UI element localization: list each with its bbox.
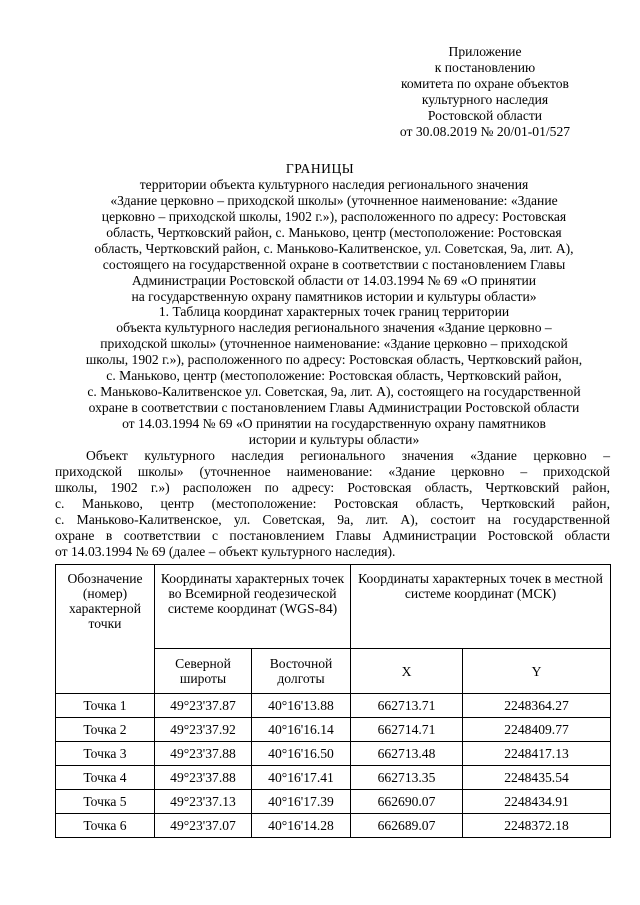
- table-row: [56, 742, 611, 766]
- table-title-line: охране в соответствии с постановлением Главы Администрации Ростовской области: [88, 400, 580, 415]
- appendix-line: культурного наследия: [421, 92, 549, 107]
- document-title: ГРАНИЦЫ: [285, 161, 355, 176]
- point-x: 662714.71: [351, 718, 463, 742]
- point-x: 662713.71: [351, 694, 463, 718]
- header-x: X: [351, 649, 463, 694]
- document-subtitle: [70, 177, 598, 305]
- subtitle-line: территории объекта культурного наследия регионального значения: [139, 177, 529, 192]
- table-title-line: приходской школы» (уточненное наименование: «Здание церковно – приходской: [100, 336, 568, 351]
- subtitle-line: область, Чертковский район, с. Маньково-Калитвенское, ул. Советская, 9а, лит. А),: [94, 241, 574, 256]
- point-name: Точка 5: [56, 790, 155, 814]
- point-y: 2248435.54: [463, 766, 611, 790]
- table-header-row: [56, 565, 611, 649]
- table-row: [56, 766, 611, 790]
- table-title-line: 1. Таблица координат характерных точек границ территории: [158, 304, 510, 319]
- subtitle-line: церковно – приходской школы, 1902 г.»), расположенного по адресу: Ростовская: [101, 209, 567, 224]
- point-name: Точка 6: [56, 814, 155, 838]
- paragraph-line: школы, 1902 г.») расположен по адресу: Ростовская область, Чертковский район,: [55, 480, 610, 495]
- point-name: Точка 4: [56, 766, 155, 790]
- subtitle-line: область, Чертковский район, с. Маньково, центр (местоположение: Ростовская: [106, 225, 562, 240]
- subtitle-line: Администрации Ростовской области от 14.03.1994 № 69 «О принятии: [131, 273, 537, 288]
- point-latitude: 49°23'37.88: [155, 742, 252, 766]
- table-title-line: с. Маньково-Калитвенское ул. Советская, 9а, лит. А), состоящего на государственной: [87, 384, 581, 399]
- appendix-line: от 30.08.2019 № 20/01-01/527: [399, 124, 571, 139]
- paragraph-line: Объект культурного наследия регионального значения «Здание церковно –: [86, 448, 610, 463]
- point-latitude: 49°23'37.07: [155, 814, 252, 838]
- subtitle-line: состоящего на государственной охране в соответствии с постановлением Главы: [102, 257, 566, 272]
- header-msk: Координаты характерных точек в местной системе координат (МСК): [351, 565, 611, 649]
- point-y: 2248434.91: [463, 790, 611, 814]
- paragraph-line: с. Маньково, центр (местоположение: Ростовская область, Чертковский район,: [55, 496, 610, 511]
- point-y: 2248409.77: [463, 718, 611, 742]
- table-row: [56, 790, 611, 814]
- point-x: 662689.07: [351, 814, 463, 838]
- table-title-line: с. Маньково, центр (местоположение: Ростовская область, Чертковский район,: [106, 368, 562, 383]
- point-longitude: 40°16'14.28: [252, 814, 351, 838]
- point-x: 662713.35: [351, 766, 463, 790]
- table-row: [56, 694, 611, 718]
- point-latitude: 49°23'37.87: [155, 694, 252, 718]
- point-y: 2248364.27: [463, 694, 611, 718]
- header-east-longitude: Восточной долготы: [252, 649, 351, 694]
- point-y: 2248372.18: [463, 814, 611, 838]
- table-title-line: от 14.03.1994 № 69 «О принятии на государственную охрану памятников: [122, 416, 546, 431]
- header-designation: Обозначение (номер) характерной точки: [56, 565, 155, 694]
- point-longitude: 40°16'16.50: [252, 742, 351, 766]
- point-longitude: 40°16'17.39: [252, 790, 351, 814]
- header-y: Y: [463, 649, 611, 694]
- table-row: [56, 718, 611, 742]
- point-latitude: 49°23'37.92: [155, 718, 252, 742]
- point-latitude: 49°23'37.88: [155, 766, 252, 790]
- paragraph-line: охране в соответствии с постановлением Главы Администрации Ростовской области: [55, 528, 610, 543]
- table-title: [70, 304, 598, 448]
- point-name: Точка 1: [56, 694, 155, 718]
- header-north-latitude: Северной широты: [155, 649, 252, 694]
- point-longitude: 40°16'16.14: [252, 718, 351, 742]
- table-title-line: объекта культурного наследия регионального значения «Здание церковно –: [116, 320, 552, 335]
- point-longitude: 40°16'13.88: [252, 694, 351, 718]
- appendix-header: [380, 44, 590, 140]
- subtitle-line: «Здание церковно – приходской школы» (уточненное наименование: «Здание: [110, 193, 558, 208]
- point-y: 2248417.13: [463, 742, 611, 766]
- table-row: [56, 814, 611, 838]
- point-longitude: 40°16'17.41: [252, 766, 351, 790]
- paragraph-line: с. Маньково-Калитвенское, ул. Советская, 9а, лит. А), состоит на государственной: [55, 512, 610, 527]
- table-title-line: истории и культуры области»: [248, 432, 420, 447]
- coordinates-table: [55, 564, 611, 838]
- point-name: Точка 3: [56, 742, 155, 766]
- point-latitude: 49°23'37.13: [155, 790, 252, 814]
- description-paragraph: [55, 448, 610, 560]
- table-title-line: школы, 1902 г.»), расположенного по адресу: Ростовская область, Чертковский район,: [85, 352, 583, 367]
- appendix-line: комитета по охране объектов: [401, 76, 569, 91]
- appendix-line: к постановлению: [434, 60, 536, 75]
- paragraph-line: приходской школы» (уточненное наименование: «Здание церковно – приходской: [55, 464, 610, 479]
- subtitle-line: на государственную охрану памятников истории и культуры области»: [131, 289, 537, 304]
- point-x: 662713.48: [351, 742, 463, 766]
- point-x: 662690.07: [351, 790, 463, 814]
- paragraph-line: от 14.03.1994 № 69 (далее – объект культурного наследия).: [55, 544, 396, 559]
- appendix-line: Ростовской области: [427, 108, 543, 123]
- header-wgs84: Координаты характерных точек во Всемирной геодезической системе координат (WGS-84): [155, 565, 351, 649]
- appendix-line: Приложение: [448, 44, 522, 59]
- point-name: Точка 2: [56, 718, 155, 742]
